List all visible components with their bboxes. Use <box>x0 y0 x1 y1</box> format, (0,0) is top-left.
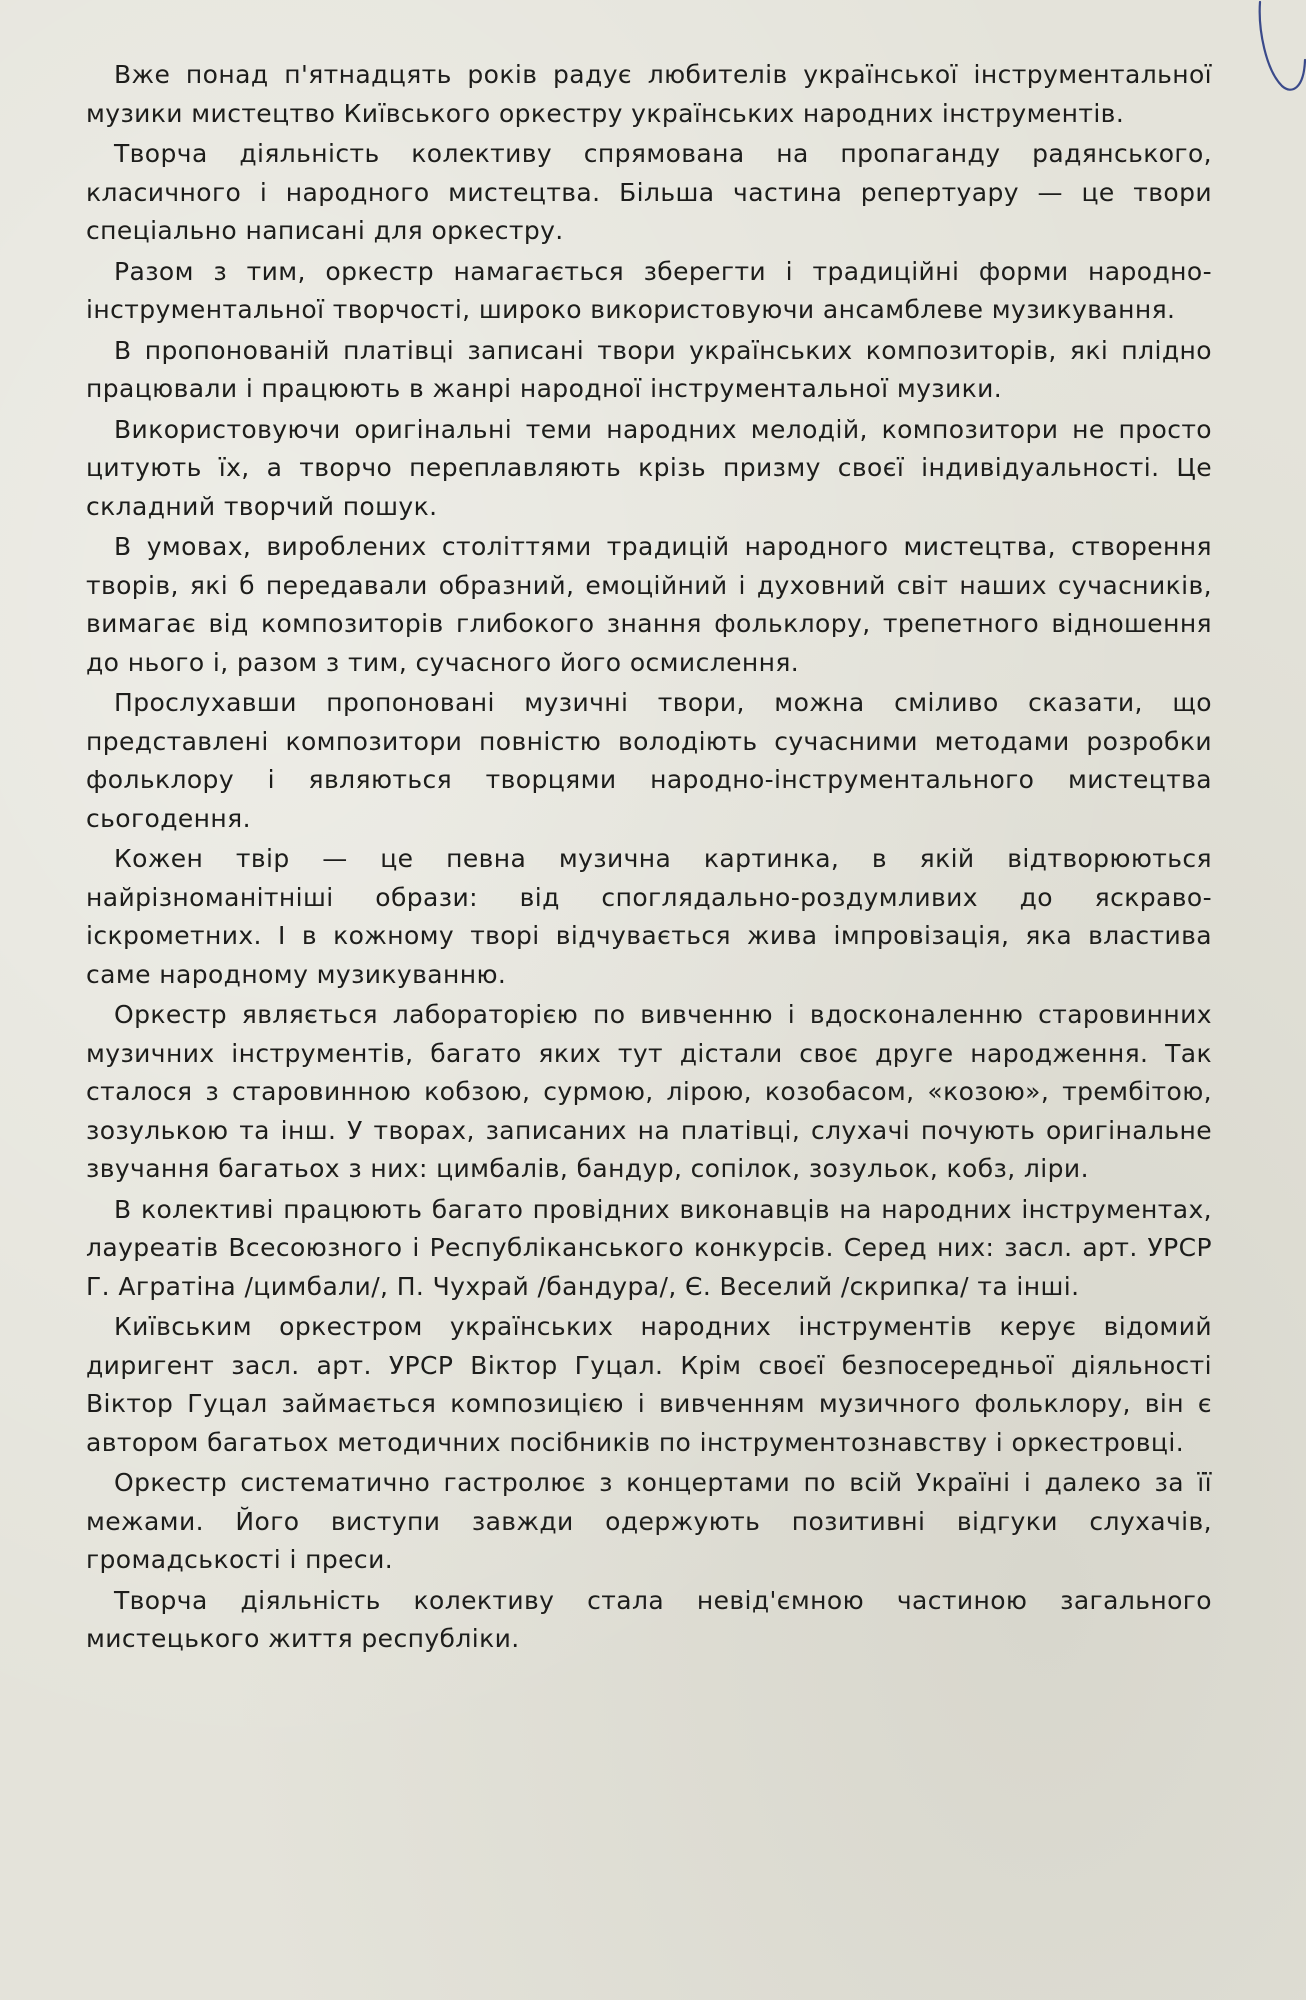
paragraph-folk-themes: Використовуючи оригінальні теми народних мелодій, композитори не просто цитують їх, а творчо переплавляють крізь призму своєї індивідуальності. Це складний творчий пошук. <box>86 414 1212 521</box>
paragraph-traditional-forms: Разом з тим, оркестр намагається зберегти і традиційні форми народно-інструментальної творчості, широко використовуючи ансамблеве музикування. <box>86 256 1212 324</box>
paragraph-tours: Оркестр систематично гастролює з концертами по всій Україні і далеко за її межами. Його виступи завжди одержують позитивні відгуки слухачів, громадськості і преси. <box>86 1468 1212 1574</box>
liner-notes-text <box>86 56 1212 1661</box>
paragraph-performers: В колективі працюють багато провідних виконавців на народних інструментах, лауреатів Всесоюзного і Республіканського конкурсів. Серед них: засл. арт. УРСР Г. Агратіна /цимбали/, П. Чухрай /бандура/, Є. Веселий /скрипка/ та інші. <box>86 1194 1212 1301</box>
paragraph-conductor: Київським оркестром українських народних інструментів керує відомий диригент засл. арт. УРСР Віктор Гуцал. Крім своєї безпосередньої діяльності Віктор Гуцал займається композицією і вивченням музичного фольклору, він є автором багатьох методичних посібників по інструментознавству і оркестровці. <box>86 1312 1212 1457</box>
paragraph-composers: Прослухавши пропоновані музичні твори, можна сміливо сказати, що представлені композитори повністю володіють сучасними методами розробки фольклору і являються творцями народно-інструментального мистецтва сьогодення. <box>86 688 1212 833</box>
paragraph-musical-pictures: Кожен твір — це певна музична картинка, в якій відтворюються найрізноманітніші образи: від споглядально-роздумливих до яскраво-іскрометних. І в кожному творі відчувається жива імпровізація, яка властива саме народному музикуванню. <box>86 844 1212 989</box>
paragraph-intro: Вже понад п'ятнадцять років радує любителів української інструментальної музики мистецтво Київського оркестру українських народних інструментів. <box>86 60 1212 128</box>
paragraph-record-contents: В пропонованій платівці записані твори українських композиторів, які плідно працювали і працюють в жанрі народної інструментальної музики. <box>86 335 1212 403</box>
paragraph-instruments-lab: Оркестр являється лабораторією по вивченню і вдосконаленню старовинних музичних інструментів, багато яких тут дістали своє друге народження. Так сталося з старовинною кобзою, сурмою, лірою, козобасом, «козою», трембітою, зозулькою та інш. У творах, записаних на платівці, слухачі почують оригінальне звучання багатьох з них: цимбалів, бандур, сопілок, зозульок, кобз, ліри. <box>86 1000 1212 1183</box>
paragraph-repertoire: Творча діяльність колективу спрямована на пропаганду радянського, класичного і народного мистецтва. Більша частина репертуару — це твори спеціально написані для оркестру. <box>86 139 1212 245</box>
paragraph-tradition: В умовах, вироблених століттями традицій народного мистецтва, створення творів, які б передавали образний, емоційний і духовний світ наших сучасників, вимагає від композиторів глибокого знання фольклору, трепетного відношення до нього і, разом з тим, сучасного його осмислення. <box>86 532 1212 677</box>
pen-stroke-mark <box>1256 0 1306 100</box>
paragraph-closing: Творча діяльність колективу стала невід'ємною частиною загального мистецького життя республіки. <box>86 1585 1212 1653</box>
